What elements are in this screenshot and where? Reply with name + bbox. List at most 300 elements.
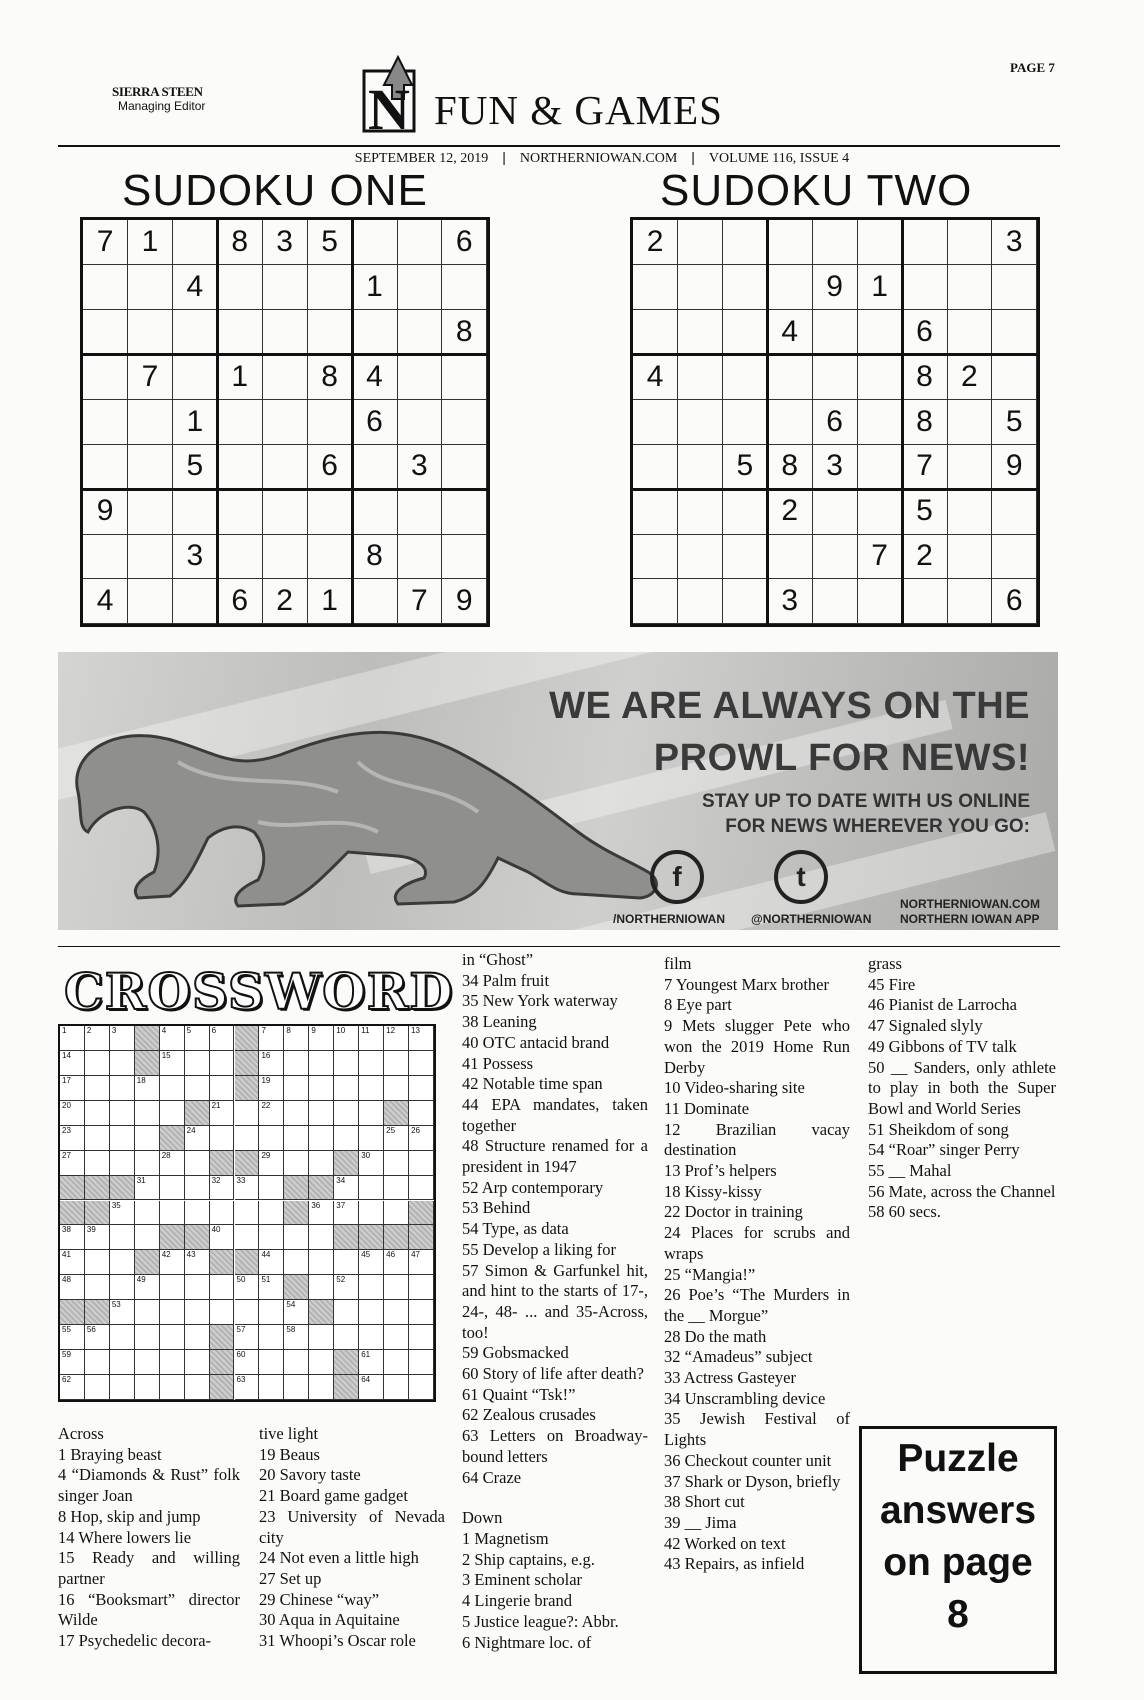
dateline-separator: |	[691, 149, 695, 165]
crossword-cell[interactable]	[284, 1051, 309, 1076]
sudoku-box-divider	[901, 220, 904, 624]
crossword-cell[interactable]	[160, 1300, 185, 1325]
crossword-cell[interactable]	[110, 1076, 135, 1101]
clue-column-5	[868, 954, 1056, 1223]
crossword-cell[interactable]	[135, 1126, 160, 1151]
sudoku-cell: 5	[173, 444, 218, 489]
clue-item: 17 Psychedelic decora-	[58, 1631, 212, 1651]
crossword-cell[interactable]	[284, 1076, 309, 1101]
crossword-cell[interactable]	[110, 1126, 135, 1151]
clue-item: 19 Beaus	[259, 1444, 320, 1464]
crossword-cell[interactable]	[359, 1325, 384, 1350]
crossword-cell[interactable]	[409, 1375, 434, 1400]
crossword-cell[interactable]	[334, 1126, 359, 1151]
clue-item: 29 Chinese “way”	[259, 1589, 380, 1609]
crossword-block	[85, 1176, 110, 1201]
crossword-cell[interactable]	[309, 1250, 334, 1275]
crossword-clue-number: 40	[211, 1225, 221, 1235]
crossword-cell[interactable]	[334, 1101, 359, 1126]
sudoku-cell: 5	[992, 400, 1037, 445]
crossword-cell[interactable]	[309, 1350, 334, 1375]
crossword-cell[interactable]	[60, 1375, 85, 1400]
sudoku-cell	[992, 355, 1037, 400]
sudoku-cell	[397, 265, 442, 310]
crossword-cell[interactable]	[85, 1151, 110, 1176]
crossword-cell[interactable]	[359, 1176, 384, 1201]
crossword-cell[interactable]	[110, 1375, 135, 1400]
crossword-cell[interactable]	[135, 1375, 160, 1400]
crossword-cell[interactable]	[110, 1325, 135, 1350]
crossword-cell[interactable]	[85, 1375, 110, 1400]
crossword-cell[interactable]	[110, 1151, 135, 1176]
crossword-cell[interactable]	[309, 1325, 334, 1350]
crossword-cell[interactable]	[284, 1101, 309, 1126]
sudoku-cell	[857, 489, 902, 534]
crossword-cell[interactable]	[210, 1300, 235, 1325]
website-link[interactable]: NORTHERNIOWAN.COM	[900, 897, 1040, 911]
crossword-cell[interactable]	[384, 1151, 409, 1176]
crossword-cell[interactable]	[185, 1350, 210, 1375]
crossword-cell[interactable]	[259, 1026, 284, 1051]
crossword-clue-number: 45	[361, 1250, 371, 1260]
sudoku-cell: 7	[902, 444, 947, 489]
crossword-cell[interactable]	[384, 1350, 409, 1375]
crossword-cell[interactable]	[85, 1325, 110, 1350]
crossword-clue-number: 27	[62, 1150, 71, 1160]
app-link[interactable]: NORTHERN IOWAN APP	[900, 912, 1040, 926]
crossword-block	[210, 1375, 235, 1400]
crossword-cell[interactable]	[160, 1201, 185, 1226]
crossword-cell[interactable]	[409, 1275, 434, 1300]
crossword-cell[interactable]	[259, 1225, 284, 1250]
crossword-cell[interactable]	[110, 1225, 135, 1250]
crossword-cell[interactable]	[185, 1201, 210, 1226]
sudoku-cell: 8	[902, 400, 947, 445]
crossword-cell[interactable]	[160, 1151, 185, 1176]
crossword-block	[210, 1325, 235, 1350]
crossword-cell[interactable]	[359, 1151, 384, 1176]
crossword-cell[interactable]	[160, 1275, 185, 1300]
crossword-cell[interactable]	[259, 1375, 284, 1400]
crossword-clue-number: 4	[161, 1026, 167, 1035]
sudoku-cell	[723, 400, 768, 445]
crossword-cell[interactable]	[409, 1076, 434, 1101]
crossword-cell[interactable]	[334, 1076, 359, 1101]
sudoku-cell	[397, 355, 442, 400]
crossword-cell[interactable]	[85, 1051, 110, 1076]
crossword-cell[interactable]	[210, 1101, 235, 1126]
crossword-cell[interactable]	[284, 1300, 309, 1325]
editor-title: Managing Editor	[118, 99, 206, 113]
clue-item: 35 Jewish Festival of Lights	[664, 1409, 850, 1450]
crossword-cell[interactable]	[235, 1275, 260, 1300]
crossword-cell[interactable]	[309, 1375, 334, 1400]
crossword-cell[interactable]	[359, 1101, 384, 1126]
crossword-cell[interactable]	[185, 1375, 210, 1400]
crossword-cell[interactable]	[409, 1051, 434, 1076]
sudoku-cell	[723, 220, 768, 265]
crossword-cell[interactable]	[284, 1225, 309, 1250]
crossword-clue-number: 11	[361, 1026, 370, 1035]
crossword-cell[interactable]	[359, 1350, 384, 1375]
crossword-cell[interactable]	[334, 1201, 359, 1226]
crossword-cell[interactable]	[359, 1275, 384, 1300]
facebook-icon[interactable]: f	[650, 850, 704, 904]
crossword-cell[interactable]	[110, 1201, 135, 1226]
sudoku-cell	[128, 489, 173, 534]
crossword-cell[interactable]	[359, 1026, 384, 1051]
sudoku-cell: 2	[768, 489, 813, 534]
crossword-cell[interactable]	[284, 1350, 309, 1375]
crossword-cell[interactable]	[259, 1151, 284, 1176]
crossword-cell[interactable]	[235, 1350, 260, 1375]
crossword-clue-number: 17	[62, 1075, 71, 1085]
crossword-cell[interactable]	[135, 1300, 160, 1325]
crossword-cell[interactable]	[185, 1300, 210, 1325]
crossword-cell[interactable]	[235, 1176, 260, 1201]
sudoku-cell	[307, 534, 352, 579]
clue-item: 31 Whoopi’s Oscar role	[259, 1631, 416, 1651]
crossword-cell[interactable]	[334, 1250, 359, 1275]
sudoku-box-divider	[83, 353, 487, 356]
crossword-cell[interactable]	[135, 1350, 160, 1375]
crossword-clue-number: 36	[311, 1200, 321, 1210]
crossword-cell[interactable]	[185, 1026, 210, 1051]
crossword-cell[interactable]	[160, 1375, 185, 1400]
crossword-clue-number: 33	[236, 1175, 246, 1185]
crossword-cell[interactable]	[284, 1026, 309, 1051]
crossword-cell[interactable]	[85, 1225, 110, 1250]
sudoku-cell	[83, 444, 128, 489]
crossword-cell[interactable]	[110, 1250, 135, 1275]
crossword-cell[interactable]	[85, 1250, 110, 1275]
crossword-cell[interactable]	[409, 1176, 434, 1201]
crossword-cell[interactable]	[235, 1375, 260, 1400]
crossword-cell[interactable]	[110, 1275, 135, 1300]
crossword-cell[interactable]	[309, 1275, 334, 1300]
crossword-block	[284, 1176, 309, 1201]
clue-item: 42 Notable time span	[462, 1074, 603, 1094]
twitter-handle[interactable]: @NORTHERNIOWAN	[751, 912, 872, 926]
sudoku-cell: 6	[307, 444, 352, 489]
crossword-cell[interactable]	[309, 1026, 334, 1051]
sudoku-cell: 7	[397, 579, 442, 624]
sudoku-cell	[947, 265, 992, 310]
crossword-clue-number: 31	[136, 1175, 146, 1185]
sudoku-cell	[678, 220, 723, 265]
crossword-clue-number: 3	[111, 1026, 117, 1035]
sudoku-cell: 8	[768, 444, 813, 489]
sudoku-cell: 6	[813, 400, 858, 445]
crossword-cell[interactable]	[85, 1126, 110, 1151]
crossword-cell[interactable]	[384, 1176, 409, 1201]
sudoku-cell	[813, 355, 858, 400]
crossword-cell[interactable]	[60, 1250, 85, 1275]
crossword-cell[interactable]	[409, 1250, 434, 1275]
crossword-cell[interactable]	[85, 1076, 110, 1101]
sudoku-cell: 1	[218, 355, 263, 400]
sudoku-cell: 1	[128, 220, 173, 265]
crossword-cell[interactable]	[135, 1201, 160, 1226]
twitter-icon[interactable]: t	[774, 850, 828, 904]
sudoku-cell	[947, 579, 992, 624]
crossword-cell[interactable]	[135, 1275, 160, 1300]
crossword-cell[interactable]	[384, 1126, 409, 1151]
crossword-cell[interactable]	[334, 1051, 359, 1076]
sudoku-cell	[633, 534, 678, 579]
crossword-cell[interactable]	[359, 1126, 384, 1151]
sudoku-cell: 2	[263, 579, 308, 624]
crossword-cell[interactable]	[160, 1051, 185, 1076]
crossword-title: CROSSWORD	[64, 962, 454, 1021]
crossword-cell[interactable]	[185, 1250, 210, 1275]
crossword-cell[interactable]	[85, 1350, 110, 1375]
clue-item: 34 Palm fruit	[462, 970, 550, 990]
sudoku-cell	[128, 579, 173, 624]
crossword-cell[interactable]	[160, 1101, 185, 1126]
crossword-cell[interactable]	[334, 1325, 359, 1350]
crossword-cell[interactable]	[185, 1275, 210, 1300]
crossword-cell[interactable]	[110, 1300, 135, 1325]
crossword-cell[interactable]	[60, 1325, 85, 1350]
sudoku-cell	[902, 220, 947, 265]
crossword-cell[interactable]	[60, 1126, 85, 1151]
sudoku-cell: 1	[857, 265, 902, 310]
crossword-cell[interactable]	[334, 1176, 359, 1201]
crossword-cell[interactable]	[135, 1176, 160, 1201]
clue-item: 2 Ship captains, e.g.	[462, 1549, 595, 1569]
sudoku-cell	[678, 400, 723, 445]
crossword-cell[interactable]	[259, 1176, 284, 1201]
crossword-cell[interactable]	[384, 1201, 409, 1226]
crossword-cell[interactable]	[60, 1026, 85, 1051]
crossword-cell[interactable]	[259, 1325, 284, 1350]
crossword-clue-number: 34	[336, 1175, 346, 1185]
crossword-cell[interactable]	[259, 1101, 284, 1126]
crossword-cell[interactable]	[334, 1026, 359, 1051]
crossword-cell[interactable]	[210, 1176, 235, 1201]
sudoku-cell	[633, 400, 678, 445]
sudoku-cell: 1	[173, 400, 218, 445]
crossword-cell[interactable]	[259, 1201, 284, 1226]
crossword-cell[interactable]	[235, 1225, 260, 1250]
volume-issue: VOLUME 116, ISSUE 4	[708, 151, 850, 166]
sudoku-cell	[902, 579, 947, 624]
crossword-clue-number: 2	[86, 1026, 92, 1035]
sudoku-cell	[263, 444, 308, 489]
sudoku-cell: 9	[813, 265, 858, 310]
crossword-cell[interactable]	[384, 1026, 409, 1051]
clue-item: 4 Lingerie brand	[462, 1591, 572, 1611]
sudoku-cell: 3	[813, 444, 858, 489]
crossword-cell[interactable]	[60, 1350, 85, 1375]
crossword-cell[interactable]	[85, 1275, 110, 1300]
crossword-cell[interactable]	[284, 1375, 309, 1400]
crossword-block	[334, 1225, 359, 1250]
crossword-clue-number: 37	[336, 1200, 346, 1210]
crossword-cell[interactable]	[160, 1026, 185, 1051]
crossword-cell[interactable]	[185, 1325, 210, 1350]
crossword-cell[interactable]	[309, 1151, 334, 1176]
sudoku-cell	[633, 444, 678, 489]
sudoku-cell: 8	[352, 534, 397, 579]
crossword-cell[interactable]	[309, 1225, 334, 1250]
crossword-cell[interactable]	[185, 1076, 210, 1101]
crossword-cell[interactable]	[235, 1101, 260, 1126]
editor-name: SIERRA STEEN	[112, 84, 203, 99]
crossword-block	[235, 1076, 260, 1101]
crossword-clue-number: 59	[62, 1350, 71, 1360]
crossword-cell[interactable]	[259, 1250, 284, 1275]
crossword-cell[interactable]	[185, 1151, 210, 1176]
crossword-cell[interactable]	[85, 1026, 110, 1051]
crossword-cell[interactable]	[384, 1076, 409, 1101]
crossword-cell[interactable]	[259, 1275, 284, 1300]
crossword-cell[interactable]	[309, 1051, 334, 1076]
crossword-cell[interactable]	[309, 1201, 334, 1226]
crossword-cell[interactable]	[160, 1250, 185, 1275]
crossword-cell[interactable]	[384, 1375, 409, 1400]
sudoku-cell	[678, 310, 723, 355]
crossword-cell[interactable]	[210, 1225, 235, 1250]
crossword-cell[interactable]	[160, 1325, 185, 1350]
crossword-cell[interactable]	[359, 1250, 384, 1275]
crossword-cell[interactable]	[185, 1176, 210, 1201]
crossword-cell[interactable]	[334, 1275, 359, 1300]
crossword-cell[interactable]	[60, 1225, 85, 1250]
crossword-clue-number: 1	[62, 1026, 67, 1035]
crossword-cell[interactable]	[359, 1076, 384, 1101]
crossword-cell[interactable]	[210, 1201, 235, 1226]
crossword-cell[interactable]	[259, 1076, 284, 1101]
crossword-cell[interactable]	[334, 1300, 359, 1325]
sudoku-box-divider	[766, 220, 769, 624]
crossword-cell[interactable]	[384, 1051, 409, 1076]
northern-iowan-logo	[360, 55, 430, 133]
crossword-cell[interactable]	[160, 1350, 185, 1375]
crossword-cell[interactable]	[110, 1101, 135, 1126]
crossword-cell[interactable]	[210, 1275, 235, 1300]
crossword-cell[interactable]	[409, 1325, 434, 1350]
crossword-cell[interactable]	[384, 1250, 409, 1275]
crossword-cell[interactable]	[359, 1051, 384, 1076]
crossword-cell[interactable]	[135, 1225, 160, 1250]
crossword-cell[interactable]	[235, 1300, 260, 1325]
clue-item: 28 Do the math	[664, 1326, 767, 1346]
sudoku-cell	[263, 265, 308, 310]
puzzle-answers-box	[859, 1426, 1057, 1674]
crossword-cell[interactable]	[60, 1275, 85, 1300]
crossword-cell[interactable]	[359, 1375, 384, 1400]
crossword-cell[interactable]	[409, 1026, 434, 1051]
crossword-cell[interactable]	[210, 1026, 235, 1051]
crossword-cell[interactable]	[284, 1325, 309, 1350]
crossword-cell[interactable]	[235, 1325, 260, 1350]
sudoku-cell	[633, 489, 678, 534]
sudoku-cell	[307, 310, 352, 355]
crossword-cell[interactable]	[309, 1101, 334, 1126]
crossword-cell[interactable]	[135, 1151, 160, 1176]
sudoku-cell	[678, 265, 723, 310]
crossword-cell[interactable]	[60, 1076, 85, 1101]
crossword-cell[interactable]	[210, 1076, 235, 1101]
sudoku-cell: 3	[173, 534, 218, 579]
crossword-cell[interactable]	[309, 1076, 334, 1101]
sudoku-cell: 5	[307, 220, 352, 265]
crossword-cell[interactable]	[384, 1275, 409, 1300]
crossword-cell[interactable]	[235, 1201, 260, 1226]
clue-item: 36 Checkout counter unit	[664, 1450, 832, 1470]
crossword-cell[interactable]	[259, 1300, 284, 1325]
crossword-cell[interactable]	[110, 1051, 135, 1076]
clue-item: 53 Behind	[462, 1198, 531, 1218]
crossword-cell[interactable]	[259, 1126, 284, 1151]
crossword-cell[interactable]	[359, 1300, 384, 1325]
sudoku-cell	[263, 355, 308, 400]
crossword-cell[interactable]	[135, 1325, 160, 1350]
crossword-cell[interactable]	[409, 1151, 434, 1176]
crossword-block	[135, 1051, 160, 1076]
crossword-clue-number: 6	[211, 1026, 217, 1035]
crossword-cell[interactable]	[210, 1126, 235, 1151]
crossword-cell[interactable]	[409, 1350, 434, 1375]
crossword-cell[interactable]	[309, 1126, 334, 1151]
crossword-cell[interactable]	[284, 1250, 309, 1275]
crossword-cell[interactable]	[409, 1300, 434, 1325]
crossword-cell[interactable]	[409, 1101, 434, 1126]
crossword-cell[interactable]	[359, 1201, 384, 1226]
sudoku-cell: 5	[723, 444, 768, 489]
crossword-cell[interactable]	[60, 1051, 85, 1076]
crossword-cell[interactable]	[210, 1051, 235, 1076]
crossword-cell[interactable]	[135, 1076, 160, 1101]
crossword-cell[interactable]	[160, 1076, 185, 1101]
crossword-cell[interactable]	[284, 1151, 309, 1176]
crossword-cell[interactable]	[235, 1126, 260, 1151]
crossword-block	[235, 1051, 260, 1076]
answers-line-1: Puzzle	[897, 1437, 1019, 1480]
banner-headline-line-1: WE ARE ALWAYS ON THE	[549, 685, 1030, 727]
crossword-cell[interactable]	[185, 1051, 210, 1076]
crossword-cell[interactable]	[384, 1325, 409, 1350]
crossword-cell[interactable]	[284, 1126, 309, 1151]
crossword-cell[interactable]	[110, 1350, 135, 1375]
crossword-cell[interactable]	[185, 1126, 210, 1151]
clue-item: 38 Short cut	[664, 1492, 745, 1512]
facebook-handle[interactable]: /NORTHERNIOWAN	[613, 912, 725, 926]
crossword-cell[interactable]	[135, 1101, 160, 1126]
clue-item: 58 60 secs.	[868, 1202, 941, 1222]
clue-item: 11 Dominate	[664, 1098, 750, 1118]
crossword-cell[interactable]	[60, 1101, 85, 1126]
issue-date: SEPTEMBER 12, 2019	[354, 151, 489, 166]
crossword-cell[interactable]	[259, 1350, 284, 1375]
crossword-cell[interactable]	[259, 1051, 284, 1076]
crossword-cell[interactable]	[85, 1101, 110, 1126]
sudoku-cell	[173, 489, 218, 534]
crossword-cell[interactable]	[160, 1176, 185, 1201]
clue-item: 46 Pianist de Larrocha	[868, 995, 1017, 1015]
crossword-cell[interactable]	[110, 1026, 135, 1051]
crossword-clue-number: 22	[261, 1100, 271, 1110]
crossword-cell[interactable]	[384, 1300, 409, 1325]
crossword-clue-number: 29	[261, 1150, 271, 1160]
crossword-cell[interactable]	[60, 1151, 85, 1176]
clue-item: 45 Fire	[868, 974, 916, 994]
sudoku-cell	[947, 489, 992, 534]
clue-item: 14 Where lowers lie	[58, 1527, 192, 1547]
crossword-cell[interactable]	[409, 1126, 434, 1151]
